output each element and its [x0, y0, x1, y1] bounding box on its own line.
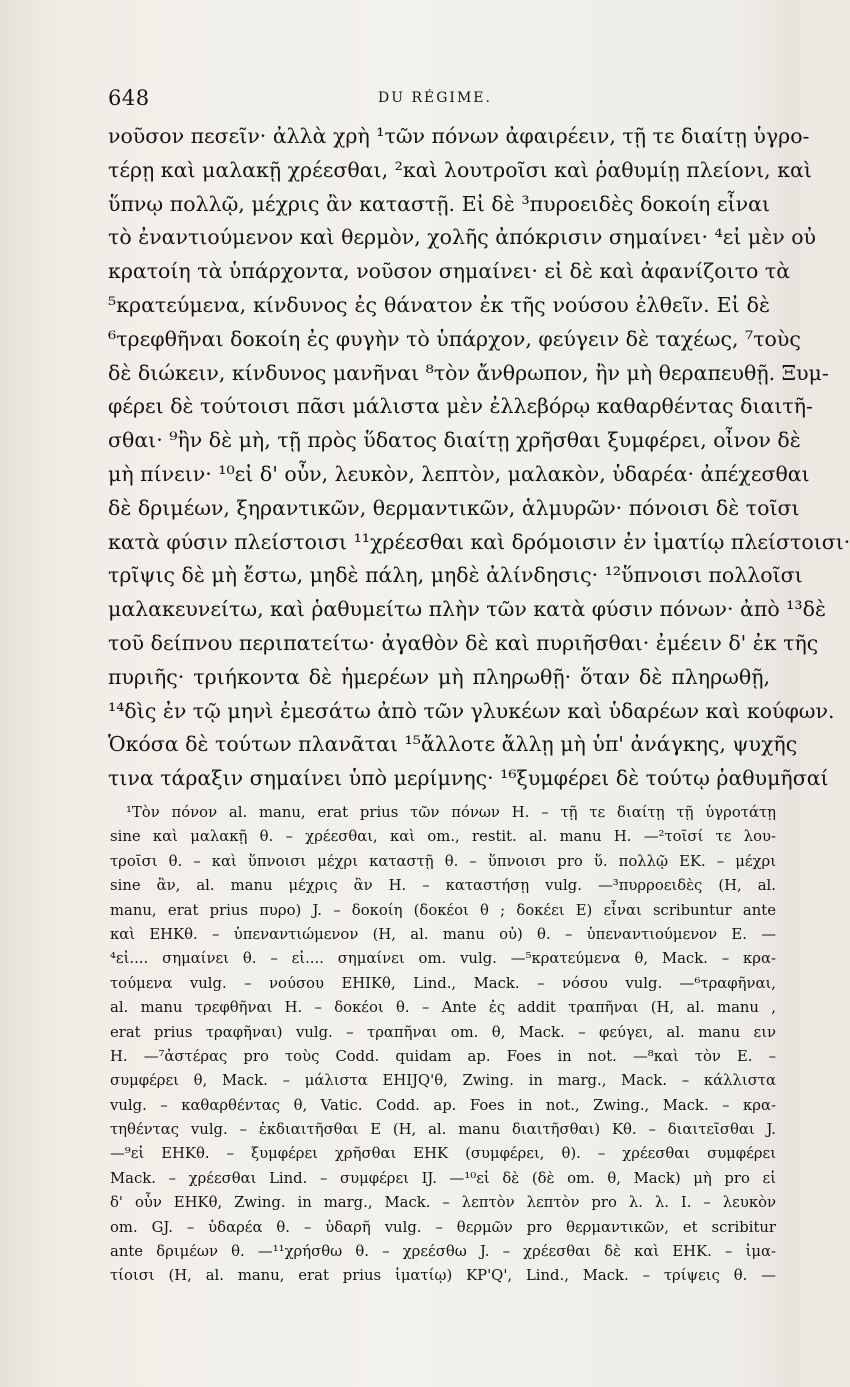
footnote-line: τίοισι (H, al. manu, erat prius ἱματίῳ) KP'Q', Lind., Mack. – τρίψεις θ. — — [110, 1267, 776, 1285]
footnote-line: τούμενα vulg. – νούσου EHIKθ, Lind., Mack. – νόσου vulg. —⁶τραφῆναι, — [110, 974, 776, 992]
main-text — [108, 120, 850, 796]
text-line: ⁶τρεφθῆναι δοκοίη ἐς φυγὴν τὸ ὑπάρχον, φεύγειν δὲ ταχέως, ⁷τοὺς — [108, 326, 801, 351]
footnote-line: sine ἂν, al. manu μέχρις ἂν H. – καταστήσῃ vulg. —³πυρροειδὲς (H, al. — [110, 877, 776, 895]
footnote-line: manu, erat prius πυρο) J. – δοκοίη (δοκέοι θ ; δοκέει E) εἶναι scribuntur ante — [110, 901, 776, 919]
footnotes — [110, 801, 776, 1289]
footnote-line: al. manu τρεφθῆναι H. – δοκέοι θ. – Ante ἐς addit τραπῆναι (H, al. manu , — [110, 999, 776, 1017]
footnote-line: τροῖσι θ. – καὶ ὕπνοισι μέχρι καταστῇ θ. – ὕπνοισι pro ὕ. πολλῷ EK. – μέχρι — [110, 852, 776, 870]
text-line: πυριῆς· τριήκοντα δὲ ἡμερέων μὴ πληρωθῇ· ὅταν δὲ πληρωθῇ, — [108, 664, 770, 689]
running-head: DU RÉGIME. — [378, 90, 492, 106]
footnote-line: ante δριμέων θ. —¹¹χρήσθω θ. – χρεέσθω J. – χρέεσθαι δὲ καὶ EHK. – ἱμα- — [110, 1243, 776, 1261]
footnote-line: συμφέρει θ, Mack. – μάλιστα EHIJQ'θ, Zwing. in marg., Mack. – κάλλιστα — [110, 1072, 776, 1090]
text-line: ⁵κρατεύμενα, κίνδυνος ἐς θάνατον ἐκ τῆς νούσου ἐλθεῖν. Εἰ δὲ — [108, 292, 770, 317]
footnote-line: sine καὶ μαλακῇ θ. – χρέεσθαι, καὶ om., restit. al. manu H. —²τοῖσί τε λου- — [110, 828, 776, 846]
text-line: νοῦσον πεσεῖν· ἀλλὰ χρὴ ¹τῶν πόνων ἀφαιρέειν, τῇ τε διαίτῃ ὑγρο- — [108, 124, 810, 148]
text-line: φέρει δὲ τούτοισι πᾶσι μάλιστα μὲν ἐλλεβόρῳ καθαρθέντας διαιτῆ- — [108, 394, 813, 419]
text-line: δὲ δριμέων, ξηραντικῶν, θερμαντικῶν, ἁλμυρῶν· πόνοισι δὲ τοῖσι — [108, 495, 800, 520]
text-line: Ὁκόσα δὲ τούτων πλανᾶται ¹⁵ἄλλοτε ἄλλῃ μὴ ὑπ' ἀνάγκης, ψυχῆς — [108, 732, 798, 757]
footnote-line: δ' οὖν EHKθ, Zwing. in marg., Mack. – λεπτὸν λεπτὸν pro λ. λ. I. – λευκὸν — [110, 1194, 776, 1212]
text-line: μὴ πίνειν· ¹⁰εἰ δ' οὖν, λευκὸν, λεπτὸν, μαλακὸν, ὑδαρέα· ἀπέχεσθαι — [108, 461, 810, 486]
text-line: ¹⁴δὶς ἐν τῷ μηνὶ ἐμεσάτω ἀπὸ τῶν γλυκέων καὶ ὑδαρέων καὶ κούφων. — [108, 698, 835, 723]
text-line: ὕπνῳ πολλῷ, μέχρις ἂν καταστῇ. Εἰ δὲ ³πυροειδὲς δοκοίη εἶναι — [108, 191, 770, 216]
footnote-line: vulg. – καθαρθέντας θ, Vatic. Codd. ap. Foes in not., Zwing., Mack. – κρα- — [110, 1096, 776, 1114]
text-line: τινα τάραξιν σημαίνει ὑπὸ μερίμνης· ¹⁶ξυμφέρει δὲ τούτῳ ῥαθυμῆσαί — [108, 766, 829, 791]
text-line: σθαι· ⁹ἢν δὲ μὴ, τῇ πρὸς ὕδατος διαίτῃ χρῆσθαι ξυμφέρει, οἶνον δὲ — [108, 428, 801, 453]
footnote-line: ¹Τὸν πόνον al. manu, erat prius τῶν πόνων H. – τῇ τε διαίτῃ τῇ ὑγροτάτῃ — [126, 804, 776, 821]
text-line: τρῖψις δὲ μὴ ἔστω, μηδὲ πάλη, μηδὲ ἀλίνδησις· ¹²ὕπνοισι πολλοῖσι — [108, 563, 803, 588]
text-line: κρατοίη τὰ ὑπάρχοντα, νοῦσον σημαίνει· εἰ δὲ καὶ ἀφανίζοιτο τὰ — [108, 259, 791, 284]
footnote-line: erat prius τραφῆναι) vulg. – τραπῆναι om. θ, Mack. – φεύγει, al. manu ειν — [110, 1023, 776, 1041]
text-line: κατὰ φύσιν πλείστοισι ¹¹χρέεσθαι καὶ δρόμοισιν ἐν ἱματίῳ πλείστοισι· — [108, 529, 850, 554]
page-header — [108, 86, 768, 116]
page-number: 648 — [108, 86, 150, 110]
text-line: τέρῃ καὶ μαλακῇ χρέεσθαι, ²καὶ λουτροῖσι καὶ ῥαθυμίῃ πλείονι, καὶ — [108, 157, 812, 182]
footnote-line: om. GJ. – ὑδαρέα θ. – ὑδαρῆ vulg. – θερμῶν pro θερμαντικῶν, et scribitur — [110, 1218, 776, 1236]
text-line: τοῦ δείπνου περιπατείτω· ἀγαθὸν δὲ καὶ πυριῆσθαι· ἐμέειν δ' ἐκ τῆς — [108, 630, 819, 655]
footnote-line: ⁴εἰ.... σημαίνει θ. – εἰ.... σημαίνει om. vulg. —⁵κρατεύμενα θ, Mack. – κρα- — [110, 950, 776, 968]
footnote-line: τηθέντας vulg. – ἐκδιαιτῆσθαι E (H, al. manu διαιτῆσθαι) Kθ. – διαιτεῖσθαι J. — [110, 1121, 776, 1139]
footnote-line: Mack. – χρέεσθαι Lind. – συμφέρει IJ. —¹⁰εἰ δὲ (δὲ om. θ, Mack) μὴ pro εἰ — [110, 1169, 776, 1187]
text-line: δὲ διώκειν, κίνδυνος μανῆναι ⁸τὸν ἄνθρωπον, ἢν μὴ θεραπευθῇ. Ξυμ- — [108, 360, 829, 385]
footnote-line: καὶ EHKθ. – ὑπεναντιώμενον (H, al. manu οὐ) θ. – ὑπεναντιούμενον E. — — [110, 925, 776, 943]
footnote-line: —⁹εἰ EHKθ. – ξυμφέρει χρῆσθαι EHK (συμφέρει, θ). – χρέεσθαι συμφέρει — [110, 1145, 776, 1163]
footnote-line: H. —⁷ἀστέρας pro τοὺς Codd. quidam ap. Foes in not. —⁸καὶ τὸν E. – — [110, 1047, 776, 1065]
text-line: μαλακευνείτω, καὶ ῥαθυμείτω πλὴν τῶν κατὰ φύσιν πόνων· ἀπὸ ¹³δὲ — [108, 597, 826, 622]
text-line: τὸ ἐναντιούμενον καὶ θερμὸν, χολῆς ἀπόκρισιν σημαίνει· ⁴εἰ μὲν οὐ — [108, 225, 817, 250]
